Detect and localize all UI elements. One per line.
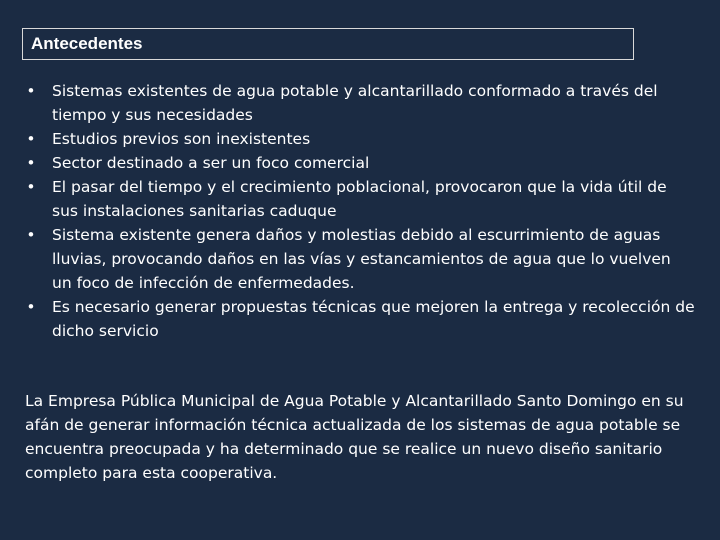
bullet-icon: • xyxy=(26,130,36,148)
bullet-icon: • xyxy=(26,226,36,244)
bullet-list xyxy=(25,79,695,343)
bullet-text: Estudios previos son inexistentes xyxy=(52,130,311,148)
title-box xyxy=(22,28,634,60)
bullet-item xyxy=(25,223,695,295)
bullet-text: Es necesario generar propuestas técnicas que mejoren la entrega y recolección de dicho servicio xyxy=(52,298,695,340)
bullet-text: El pasar del tiempo y el crecimiento poblacional, provocaron que la vida útil de sus instalaciones sanitarias caduque xyxy=(52,178,667,220)
bullet-item xyxy=(25,127,695,151)
body-paragraph: La Empresa Pública Municipal de Agua Potable y Alcantarillado Santo Domingo en su afán de generar información técnica actualizada de los sistemas de agua potable se encuentra preocupada y ha determinado que se realice un nuevo diseño sanitario completo para esta cooperativa. xyxy=(25,392,684,482)
bullet-item xyxy=(25,175,695,223)
bullet-item xyxy=(25,79,695,127)
bullet-item xyxy=(25,295,695,343)
bullet-text: Sistemas existentes de agua potable y alcantarillado conformado a través del tiempo y sus necesidades xyxy=(52,82,658,124)
bullet-icon: • xyxy=(26,298,36,316)
bullet-item xyxy=(25,151,695,175)
slide-title: Antecedentes xyxy=(31,34,143,53)
bullet-icon: • xyxy=(26,154,36,172)
bullet-icon: • xyxy=(26,82,36,100)
bullet-text: Sistema existente genera daños y molestias debido al escurrimiento de aguas lluvias, provocando daños en las vías y estancamientos de agua que lo vuelven un foco de infección de enfermedades. xyxy=(52,226,671,292)
bullet-icon: • xyxy=(26,178,36,196)
bullet-text: Sector destinado a ser un foco comercial xyxy=(52,154,370,172)
